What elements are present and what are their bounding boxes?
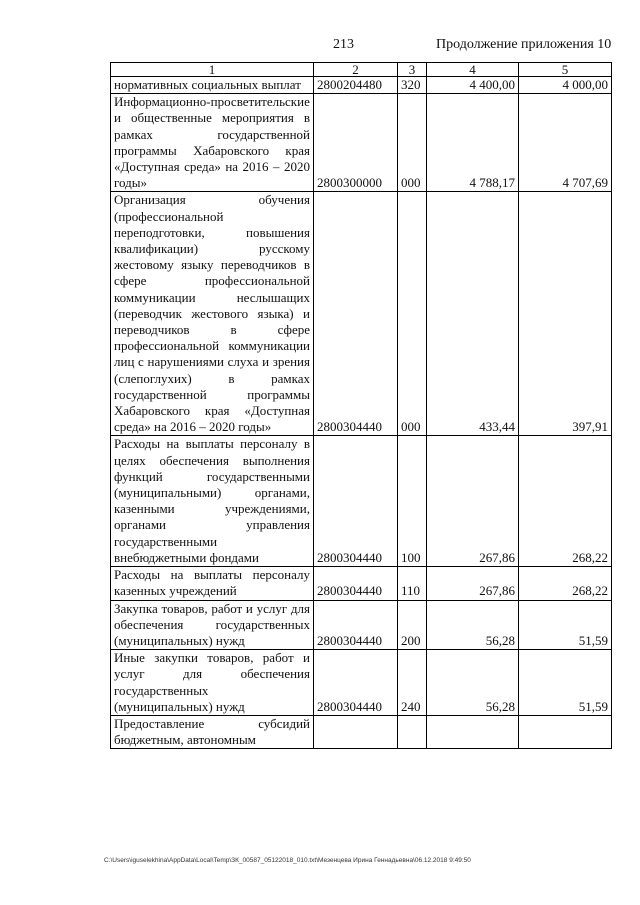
column-header: 5 — [519, 63, 612, 77]
row-name: Предоставление субсидий бюджетным, автономным — [111, 715, 314, 748]
target-code: 2800304440 — [314, 650, 398, 716]
amount-col4: 267,86 — [427, 567, 519, 600]
column-header: 1 — [111, 63, 314, 77]
table-row — [111, 650, 612, 716]
amount-col5: 268,22 — [519, 567, 612, 600]
budget-table — [110, 62, 612, 749]
row-name: нормативных социальных выплат — [111, 77, 314, 94]
amount-col5: 51,59 — [519, 650, 612, 716]
column-header: 3 — [398, 63, 427, 77]
amount-col5 — [519, 715, 612, 748]
table-body — [111, 63, 612, 749]
target-code: 2800304440 — [314, 600, 398, 650]
table-row — [111, 715, 612, 748]
column-number-row — [111, 63, 612, 77]
target-code: 2800204480 — [314, 77, 398, 94]
amount-col4 — [427, 715, 519, 748]
table-row — [111, 192, 612, 436]
row-name: Закупка товаров, работ и услуг для обеспечения государственных (муниципальных) нужд — [111, 600, 314, 650]
table-row — [111, 567, 612, 600]
amount-col4: 4 788,17 — [427, 94, 519, 192]
amount-col4: 56,28 — [427, 650, 519, 716]
expense-type: 320 — [398, 77, 427, 94]
amount-col4: 267,86 — [427, 436, 519, 567]
amount-col5: 51,59 — [519, 600, 612, 650]
table-row — [111, 436, 612, 567]
file-path-footer: C:\Users\iguselekhina\AppData\Local\Temp\ЗК_00587_05122018_010.txt\Мезенцева Ирина Геннадьевна\06.12.2018 9:49:50 — [104, 857, 471, 864]
row-name: Информационно-просветительские и общественные мероприятия в рамках государственной программы Хабаровского края «Доступная среда» на 2016 – 2020 годы» — [111, 94, 314, 192]
column-header: 4 — [427, 63, 519, 77]
row-name: Расходы на выплаты персоналу в целях обеспечения выполнения функций государственными (муниципальными) органами, казенными учреждениями, органами управления государственными внебюджетными фондами — [111, 436, 314, 567]
amount-col4: 56,28 — [427, 600, 519, 650]
table-row — [111, 77, 612, 94]
expense-type — [398, 715, 427, 748]
target-code: 2800304440 — [314, 436, 398, 567]
amount-col5: 397,91 — [519, 192, 612, 436]
expense-type: 240 — [398, 650, 427, 716]
row-name: Расходы на выплаты персоналу казенных учреждений — [111, 567, 314, 600]
target-code: 2800304440 — [314, 567, 398, 600]
amount-col4: 4 400,00 — [427, 77, 519, 94]
target-code: 2800304440 — [314, 192, 398, 436]
expense-type: 110 — [398, 567, 427, 600]
page-number: 213 — [333, 37, 354, 52]
target-code — [314, 715, 398, 748]
amount-col4: 433,44 — [427, 192, 519, 436]
expense-type: 000 — [398, 192, 427, 436]
table-row — [111, 600, 612, 650]
expense-type: 100 — [398, 436, 427, 567]
row-name: Иные закупки товаров, работ и услуг для обеспечения государственных (муниципальных) нужд — [111, 650, 314, 716]
appendix-continuation-label: Продолжение приложения 10 — [436, 37, 612, 52]
row-name: Организация обучения (профессиональной переподготовки, повышения квалификации) русскому жестовому языку переводчиков в сфере профессиональной коммуникации неслышащих (переводчик жестового языка) и переводчиков в сфере профессиональной коммуникации лиц с нарушениями слуха и зрения (слепоглухих) в рамках государственной программы Хабаровского края «Доступная среда» на 2016 – 2020 годы» — [111, 192, 314, 436]
column-header: 2 — [314, 63, 398, 77]
amount-col5: 4 707,69 — [519, 94, 612, 192]
expense-type: 000 — [398, 94, 427, 192]
amount-col5: 4 000,00 — [519, 77, 612, 94]
expense-type: 200 — [398, 600, 427, 650]
target-code: 2800300000 — [314, 94, 398, 192]
table-row — [111, 94, 612, 192]
amount-col5: 268,22 — [519, 436, 612, 567]
